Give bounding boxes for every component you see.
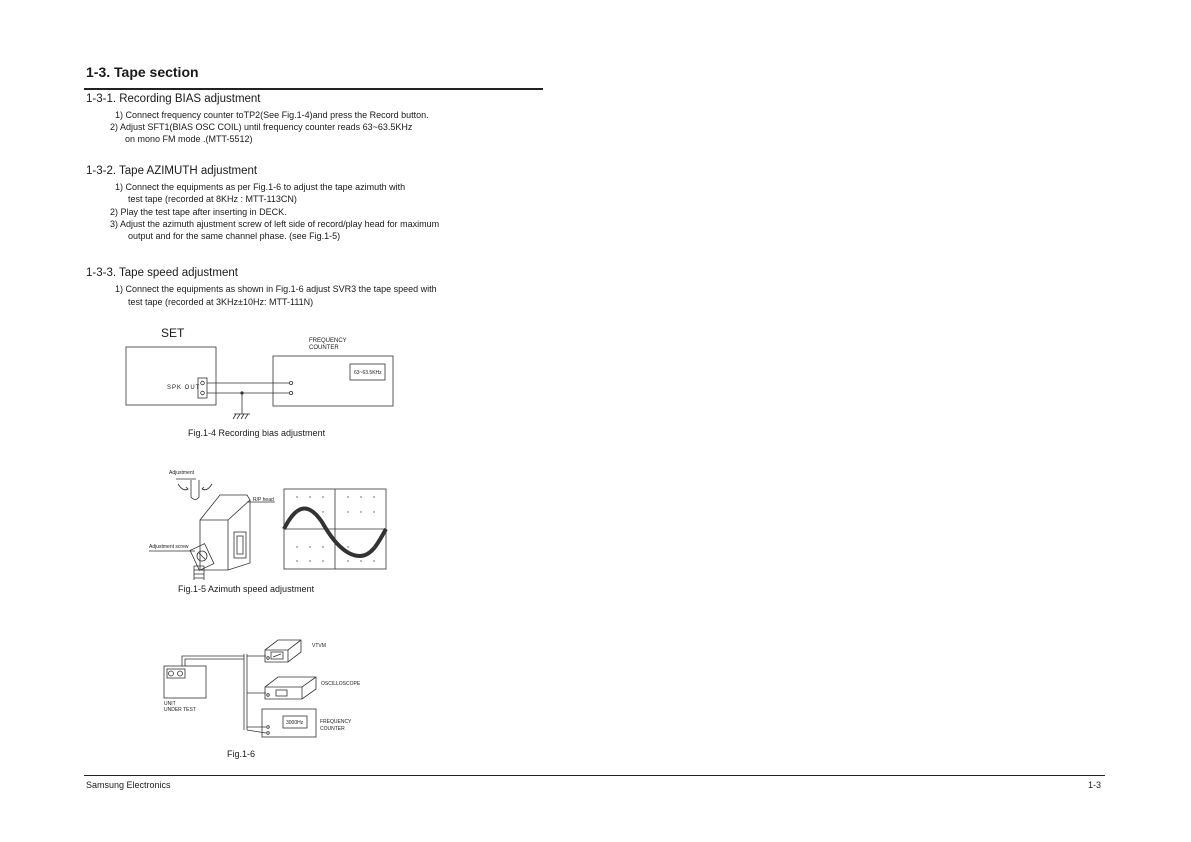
fig5-adjustment-screw-label: Adjustment screw bbox=[149, 544, 189, 550]
fig6-oscilloscope-label: OSCILLOSCOPE bbox=[321, 681, 361, 687]
fig6-counter-label-1: FREQUENCY bbox=[320, 719, 352, 725]
azimuth-step-1-cont: test tape (recorded at 8KHz : MTT-113CN) bbox=[128, 194, 297, 204]
fig6-frequency-counter bbox=[262, 709, 316, 737]
bias-heading: 1-3-1. Recording BIAS adjustment bbox=[86, 93, 261, 105]
speed-step-1-cont: test tape (recorded at 3KHz±10Hz: MTT-111N) bbox=[128, 297, 314, 307]
azimuth-step-3-cont: output and for the same channel phase. (see Fig.1-5) bbox=[128, 231, 341, 241]
speed-step-1: 1) Connect the equipments as shown in Fig.1-6 adjust SVR3 the tape speed with bbox=[115, 284, 437, 294]
azimuth-step-2: 2) Play the test tape after inserting in DECK. bbox=[110, 207, 287, 217]
azimuth-step-1: 1) Connect the equipments as per Fig.1-6 to adjust the tape azimuth with bbox=[115, 182, 406, 192]
footer-company: Samsung Electronics bbox=[86, 780, 171, 790]
bias-step-2-cont: on mono FM mode .(MTT-5512) bbox=[125, 134, 253, 144]
fig6-unit-label-1: UNIT bbox=[164, 701, 176, 707]
bias-step-1: 1) Connect frequency counter toTP2(See Fig.1-4)and press the Record button. bbox=[115, 110, 429, 120]
fig6-vtvm-label: VTVM bbox=[312, 643, 326, 649]
footer-rule bbox=[84, 775, 1105, 776]
fig4-counter-label-1: FREQUENCY bbox=[309, 338, 347, 344]
section-title: 1-3. Tape section bbox=[86, 64, 199, 80]
fig5-rp-head-label: R/P head bbox=[253, 497, 274, 503]
fig4-set-label: SET bbox=[161, 326, 185, 340]
bias-step-2: 2) Adjust SFT1(BIAS OSC COIL) until frequency counter reads 63~63.5KHz bbox=[110, 122, 413, 132]
footer-page-number: 1-3 bbox=[1088, 780, 1102, 790]
fig4-spk-out: SPK OUT bbox=[167, 385, 201, 391]
fig6-oscilloscope bbox=[265, 677, 316, 699]
fig6-counter-label-2: COUNTER bbox=[320, 726, 345, 732]
fig5-adjustment-label: Adjustment bbox=[169, 470, 195, 476]
speed-heading: 1-3-3. Tape speed adjustment bbox=[86, 267, 238, 279]
fig6-display: 3000Hz bbox=[286, 720, 304, 726]
azimuth-step-3: 3) Adjust the azimuth ajustment screw of left side of record/play head for maximum bbox=[110, 219, 440, 229]
fig4-display: 63~63.5KHz bbox=[354, 370, 382, 376]
fig5-caption: Fig.1-5 Azimuth speed adjustment bbox=[178, 584, 315, 594]
fig4-counter-label-2: COUNTER bbox=[309, 345, 339, 351]
fig4-caption: Fig.1-4 Recording bias adjustment bbox=[188, 428, 326, 438]
fig6-unit-label-2: UNDER TEST bbox=[164, 707, 196, 713]
azimuth-heading: 1-3-2. Tape AZIMUTH adjustment bbox=[86, 165, 258, 177]
fig6-caption: Fig.1-6 bbox=[227, 749, 256, 759]
